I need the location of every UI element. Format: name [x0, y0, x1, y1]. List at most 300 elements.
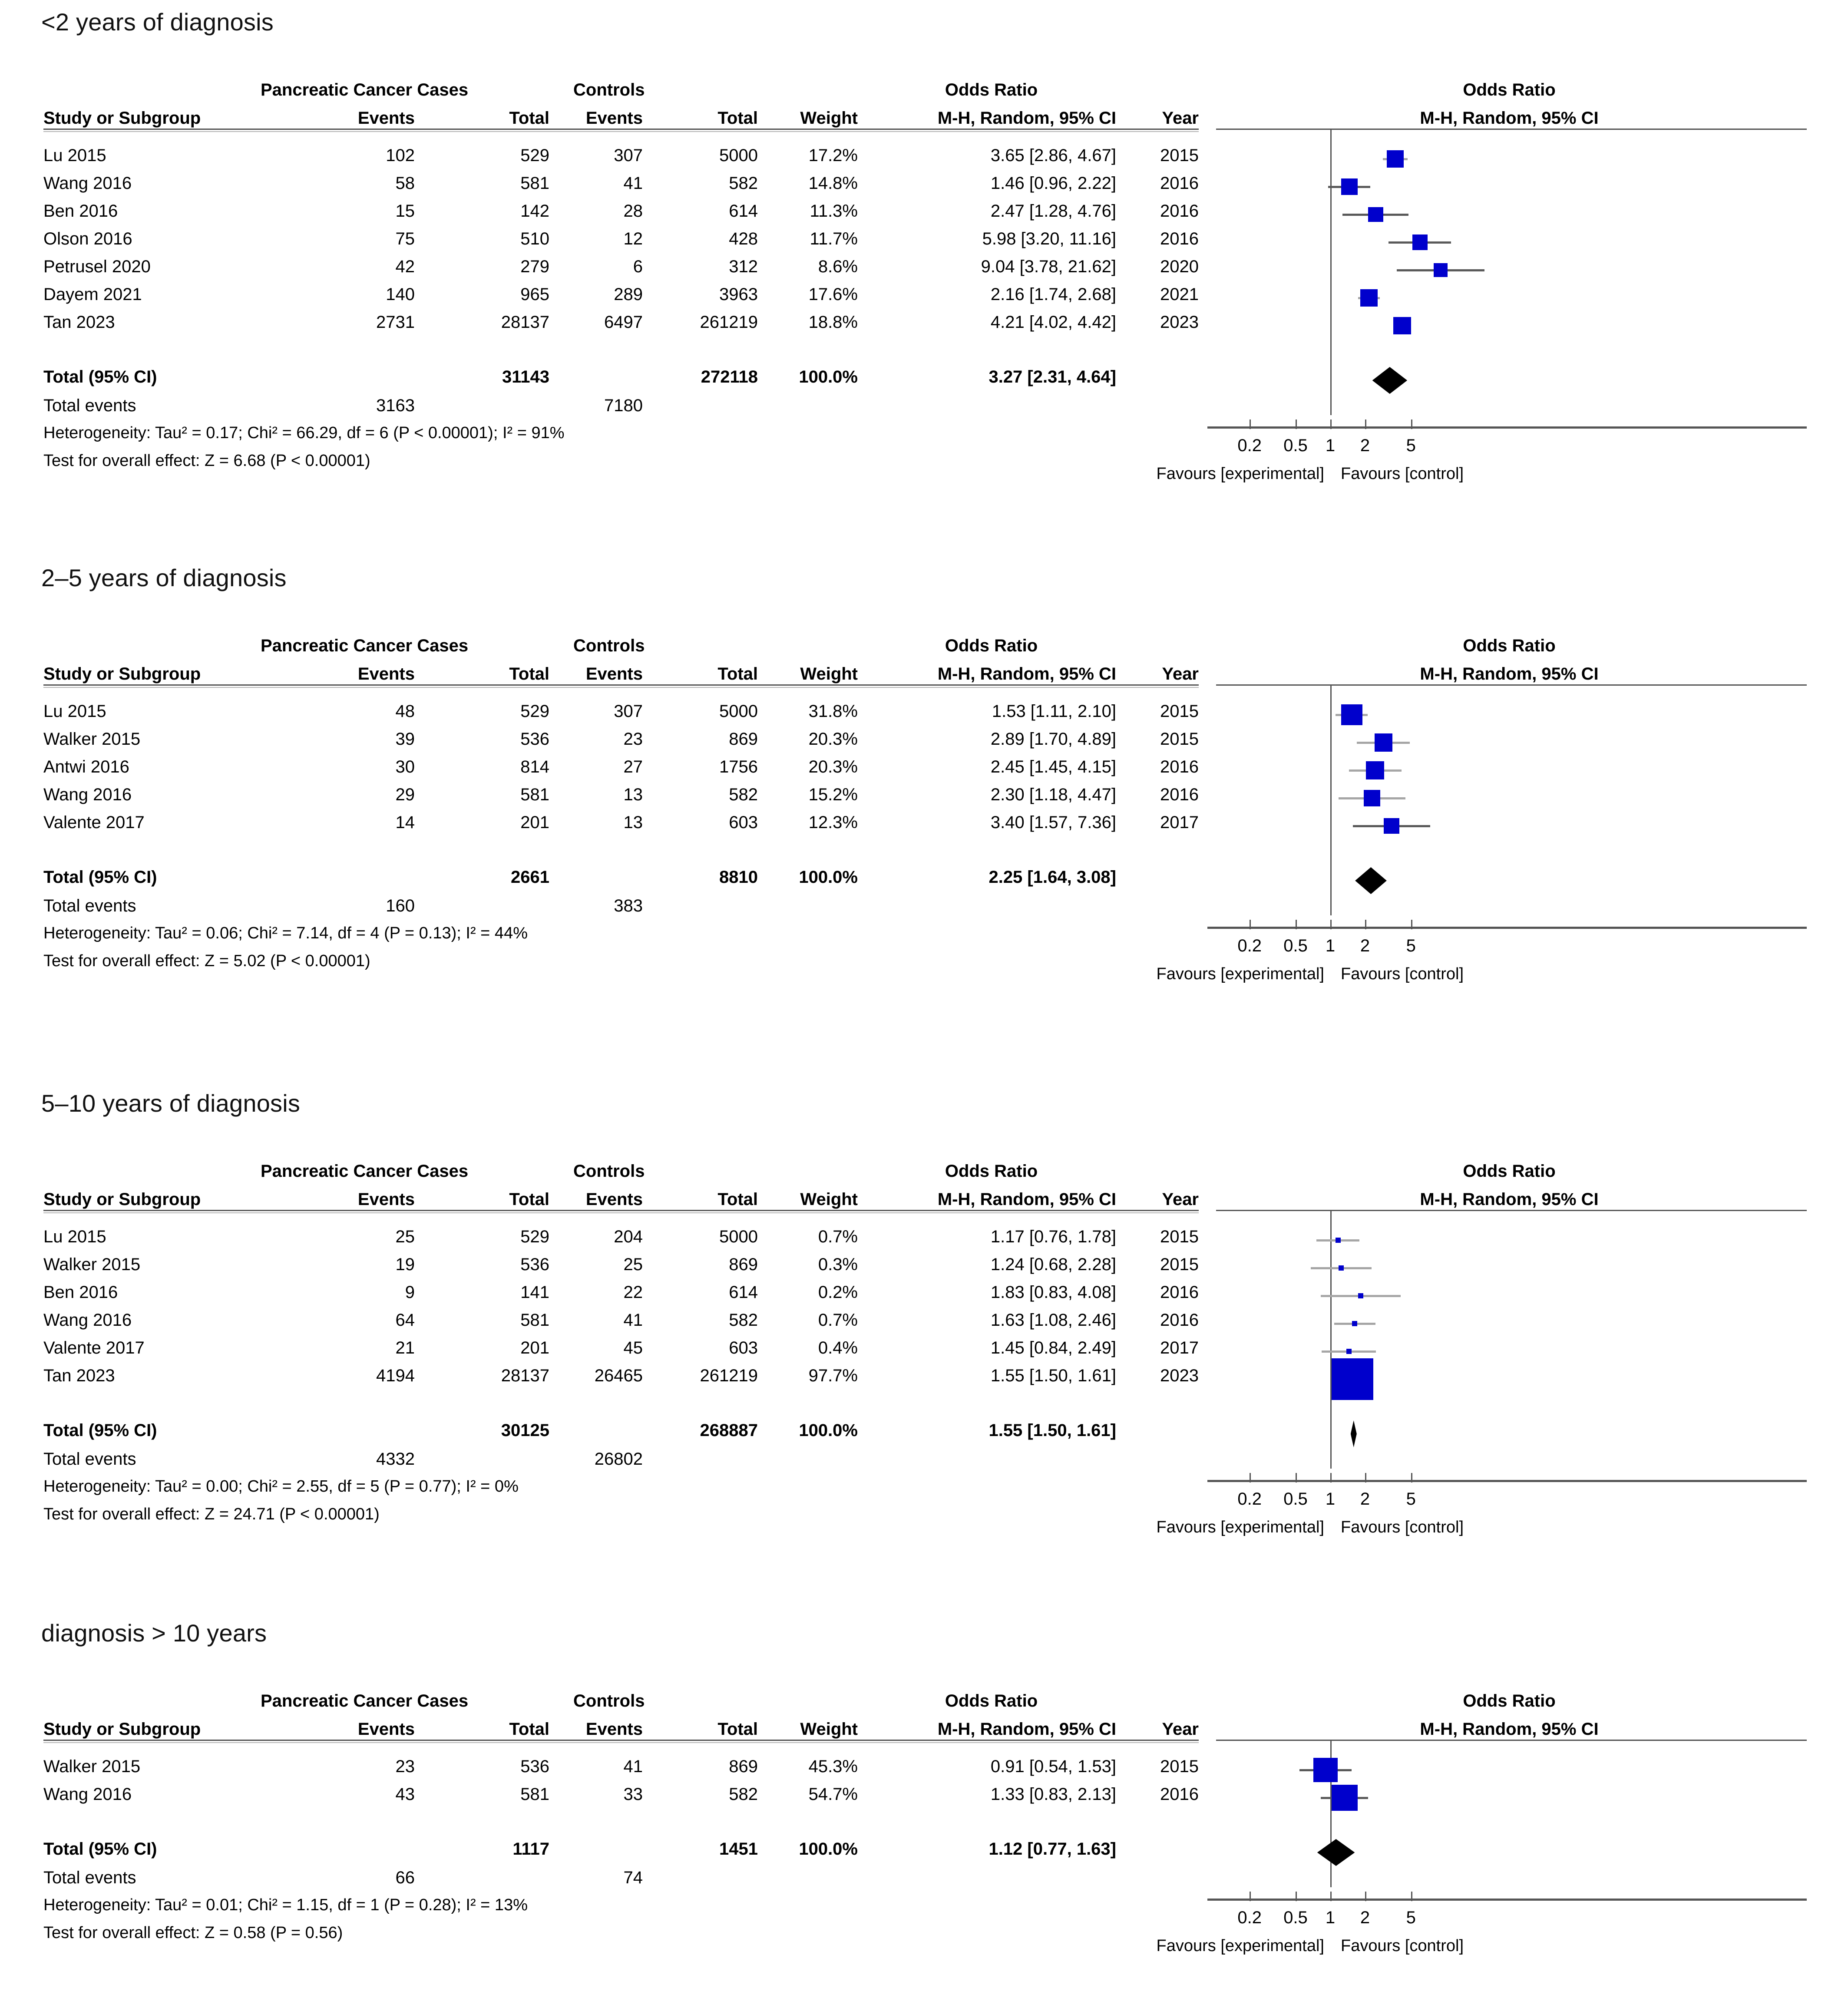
group-header-odds-ratio: Odds Ratio	[945, 636, 1038, 655]
col-header-or-ci: M-H, Random, 95% CI	[937, 1720, 1116, 1739]
cell-or-ci: 0.91 [0.54, 1.53]	[990, 1757, 1116, 1776]
favours-experimental-label: Favours [experimental]	[1156, 1518, 1324, 1536]
table-header-rule	[43, 684, 1199, 686]
cell-case-events: 43	[395, 1785, 415, 1804]
group-header-controls: Controls	[573, 1162, 645, 1181]
cell-weight: 20.3%	[808, 757, 858, 776]
total-weight: 100.0%	[799, 1839, 858, 1859]
summary-effect-diamond	[1372, 367, 1407, 394]
plot-title-odds-ratio: Odds Ratio	[1463, 1162, 1556, 1181]
total-case-total: 30125	[501, 1421, 549, 1440]
group-header-odds-ratio: Odds Ratio	[945, 80, 1038, 99]
cell-study: Walker 2015	[43, 1757, 141, 1776]
axis-tick-label-0.5: 0.5	[1283, 436, 1308, 455]
axis-tick-label-2: 2	[1360, 436, 1370, 455]
cell-control-total: 582	[729, 1785, 758, 1804]
cell-control-events: 27	[623, 757, 643, 776]
favours-control-label: Favours [control]	[1341, 465, 1464, 483]
total-label: Total (95% CI)	[43, 367, 157, 386]
total-events-cases: 4332	[376, 1450, 415, 1469]
cell-year: 2023	[1160, 313, 1199, 332]
total-events-cases: 66	[395, 1868, 415, 1887]
col-header-control-events: Events	[585, 109, 643, 128]
panel-title-lt2y: <2 years of diagnosis	[41, 8, 274, 36]
table-header-rule-shadow	[43, 1742, 1199, 1743]
cell-case-total: 581	[520, 174, 549, 193]
cell-or-ci: 1.17 [0.76, 1.78]	[990, 1227, 1116, 1246]
total-or-ci: 1.55 [1.50, 1.61]	[988, 1421, 1116, 1440]
cell-or-ci: 2.30 [1.18, 4.47]	[990, 785, 1116, 804]
cell-case-events: 14	[395, 813, 415, 832]
cell-weight: 31.8%	[808, 702, 858, 721]
axis-tick-1	[1330, 920, 1332, 929]
cell-case-total: 201	[520, 813, 549, 832]
cell-or-ci: 4.21 [4.02, 4.42]	[990, 313, 1116, 332]
study-effect-marker	[1352, 1321, 1357, 1326]
cell-case-total: 581	[520, 785, 549, 804]
cell-control-total: 5000	[719, 702, 758, 721]
cell-or-ci: 2.45 [1.45, 4.15]	[990, 757, 1116, 776]
plot-top-rule	[1216, 1740, 1807, 1741]
cell-or-ci: 3.65 [2.86, 4.67]	[990, 146, 1116, 165]
cell-year: 2016	[1160, 1785, 1199, 1804]
total-events-cases: 160	[386, 896, 415, 915]
cell-weight: 14.8%	[808, 174, 858, 193]
cell-study: Valente 2017	[43, 813, 145, 832]
study-effect-marker	[1341, 704, 1362, 726]
cell-case-total: 28137	[501, 313, 549, 332]
group-header-controls: Controls	[573, 80, 645, 99]
cell-weight: 17.2%	[808, 146, 858, 165]
col-header-case-total: Total	[509, 109, 549, 128]
cell-case-events: 58	[395, 174, 415, 193]
cell-control-events: 41	[623, 174, 643, 193]
cell-study: Lu 2015	[43, 146, 106, 165]
cell-control-events: 25	[623, 1255, 643, 1274]
cell-study: Walker 2015	[43, 730, 141, 749]
cell-weight: 17.6%	[808, 285, 858, 304]
cell-case-total: 536	[520, 730, 549, 749]
cell-study: Tan 2023	[43, 313, 115, 332]
cell-control-total: 614	[729, 1283, 758, 1302]
cell-year: 2015	[1160, 1255, 1199, 1274]
total-label: Total (95% CI)	[43, 1839, 157, 1859]
axis-tick-0.5	[1296, 1473, 1297, 1483]
axis-tick-5	[1411, 1892, 1412, 1901]
group-header-cases: Pancreatic Cancer Cases	[261, 1691, 469, 1710]
no-effect-line	[1330, 684, 1332, 915]
total-events-controls: 7180	[604, 396, 643, 415]
heterogeneity-statistics: Heterogeneity: Tau² = 0.17; Chi² = 66.29, df = 6 (P < 0.00001); I² = 91%	[43, 424, 565, 442]
study-effect-marker	[1341, 178, 1358, 195]
axis-tick-label-0.2: 0.2	[1237, 1489, 1262, 1509]
cell-study: Olson 2016	[43, 229, 132, 248]
axis-tick-0.2	[1250, 1473, 1251, 1483]
cell-case-total: 965	[520, 285, 549, 304]
cell-study: Ben 2016	[43, 201, 118, 221]
col-header-year: Year	[1162, 1190, 1199, 1209]
cell-year: 2016	[1160, 785, 1199, 804]
cell-weight: 0.3%	[818, 1255, 858, 1274]
plot-title-odds-ratio: Odds Ratio	[1463, 636, 1556, 655]
axis-tick-label-0.5: 0.5	[1283, 936, 1308, 955]
cell-control-total: 603	[729, 1338, 758, 1357]
study-effect-marker	[1360, 289, 1378, 307]
group-header-cases: Pancreatic Cancer Cases	[261, 1162, 469, 1181]
cell-weight: 11.3%	[810, 201, 858, 221]
axis-tick-2	[1365, 1473, 1366, 1483]
cell-case-total: 141	[520, 1283, 549, 1302]
total-events-cases: 3163	[376, 396, 415, 415]
cell-weight: 11.7%	[810, 229, 858, 248]
group-header-cases: Pancreatic Cancer Cases	[261, 636, 469, 655]
plot-top-rule	[1216, 684, 1807, 686]
cell-control-total: 614	[729, 201, 758, 221]
cell-control-events: 33	[623, 1785, 643, 1804]
table-header-rule-shadow	[43, 131, 1199, 132]
study-effect-marker	[1393, 317, 1411, 335]
col-header-case-events: Events	[357, 664, 415, 684]
study-effect-marker	[1387, 150, 1404, 168]
plot-x-axis	[1207, 927, 1807, 929]
study-effect-marker	[1332, 1358, 1373, 1400]
summary-effect-diamond	[1351, 1420, 1357, 1447]
col-header-case-total: Total	[509, 664, 549, 684]
col-header-control-events: Events	[585, 1190, 643, 1209]
overall-effect-test: Test for overall effect: Z = 5.02 (P < 0.00001)	[43, 952, 370, 970]
col-header-case-total: Total	[509, 1190, 549, 1209]
axis-tick-0.2	[1250, 1892, 1251, 1901]
cell-study: Valente 2017	[43, 1338, 145, 1357]
group-header-odds-ratio: Odds Ratio	[945, 1691, 1038, 1710]
axis-tick-label-0.2: 0.2	[1237, 436, 1262, 455]
cell-control-events: 22	[623, 1283, 643, 1302]
cell-weight: 0.4%	[818, 1338, 858, 1357]
axis-tick-label-0.2: 0.2	[1237, 936, 1262, 955]
total-weight: 100.0%	[799, 1421, 858, 1440]
cell-weight: 0.7%	[818, 1227, 858, 1246]
cell-weight: 0.2%	[818, 1283, 858, 1302]
cell-control-events: 204	[614, 1227, 643, 1246]
col-header-or-ci: M-H, Random, 95% CI	[937, 1190, 1116, 1209]
panel-title-5to10y: 5–10 years of diagnosis	[41, 1090, 301, 1117]
study-effect-marker	[1346, 1349, 1352, 1354]
total-control-total: 8810	[719, 868, 758, 887]
study-effect-marker	[1434, 263, 1448, 277]
axis-tick-0.2	[1250, 419, 1251, 429]
axis-tick-label-5: 5	[1406, 436, 1416, 455]
cell-study: Wang 2016	[43, 1785, 132, 1804]
cell-weight: 20.3%	[808, 730, 858, 749]
cell-case-total: 581	[520, 1785, 549, 1804]
col-header-study: Study or Subgroup	[43, 109, 201, 128]
total-control-total: 268887	[700, 1421, 758, 1440]
cell-control-total: 582	[729, 785, 758, 804]
col-header-year: Year	[1162, 664, 1199, 684]
cell-year: 2017	[1160, 813, 1199, 832]
col-header-control-total: Total	[717, 109, 758, 128]
total-or-ci: 3.27 [2.31, 4.64]	[988, 367, 1116, 386]
cell-case-events: 30	[395, 757, 415, 776]
cell-control-events: 12	[623, 229, 643, 248]
cell-control-total: 869	[729, 730, 758, 749]
cell-case-total: 279	[520, 257, 549, 276]
cell-or-ci: 1.45 [0.84, 2.49]	[990, 1338, 1116, 1357]
plot-title-odds-ratio: Odds Ratio	[1463, 80, 1556, 99]
axis-tick-0.2	[1250, 920, 1251, 929]
cell-year: 2016	[1160, 174, 1199, 193]
cell-case-events: 48	[395, 702, 415, 721]
cell-case-total: 201	[520, 1338, 549, 1357]
overall-effect-test: Test for overall effect: Z = 24.71 (P < 0.00001)	[43, 1505, 380, 1523]
cell-control-total: 603	[729, 813, 758, 832]
col-header-control-total: Total	[717, 1190, 758, 1209]
cell-case-events: 140	[386, 285, 415, 304]
total-events-controls: 74	[623, 1868, 643, 1887]
col-header-weight: Weight	[800, 109, 858, 128]
col-header-case-events: Events	[357, 1720, 415, 1739]
cell-case-events: 23	[395, 1757, 415, 1776]
cell-or-ci: 3.40 [1.57, 7.36]	[990, 813, 1116, 832]
axis-tick-1	[1330, 1892, 1332, 1901]
col-header-control-events: Events	[585, 1720, 643, 1739]
axis-tick-label-5: 5	[1406, 936, 1416, 955]
total-case-total: 31143	[502, 367, 549, 386]
cell-control-events: 28	[623, 201, 643, 221]
cell-year: 2016	[1160, 1283, 1199, 1302]
cell-case-events: 2731	[376, 313, 415, 332]
axis-tick-1	[1330, 419, 1332, 429]
cell-year: 2016	[1160, 201, 1199, 221]
axis-tick-label-5: 5	[1406, 1489, 1416, 1509]
cell-study: Wang 2016	[43, 785, 132, 804]
cell-weight: 97.7%	[808, 1366, 858, 1385]
total-label: Total (95% CI)	[43, 868, 157, 887]
cell-control-events: 307	[614, 702, 643, 721]
total-weight: 100.0%	[799, 868, 858, 887]
cell-study: Lu 2015	[43, 702, 106, 721]
study-effect-marker	[1336, 1238, 1341, 1243]
cell-case-total: 814	[520, 757, 549, 776]
cell-study: Walker 2015	[43, 1255, 141, 1274]
cell-study: Antwi 2016	[43, 757, 129, 776]
plot-x-axis	[1207, 1480, 1807, 1482]
axis-tick-0.5	[1296, 419, 1297, 429]
summary-effect-diamond	[1317, 1839, 1355, 1866]
total-events-controls: 383	[614, 896, 643, 915]
axis-tick-label-2: 2	[1360, 1908, 1370, 1927]
cell-case-total: 529	[520, 146, 549, 165]
col-header-study: Study or Subgroup	[43, 664, 201, 684]
group-header-odds-ratio: Odds Ratio	[945, 1162, 1038, 1181]
cell-weight: 12.3%	[808, 813, 858, 832]
cell-study: Petrusel 2020	[43, 257, 151, 276]
cell-year: 2016	[1160, 757, 1199, 776]
heterogeneity-statistics: Heterogeneity: Tau² = 0.00; Chi² = 2.55, df = 5 (P = 0.77); I² = 0%	[43, 1477, 519, 1496]
axis-tick-5	[1411, 920, 1412, 929]
cell-or-ci: 2.16 [1.74, 2.68]	[990, 285, 1116, 304]
cell-case-events: 102	[386, 146, 415, 165]
col-header-weight: Weight	[800, 664, 858, 684]
total-events-controls: 26802	[594, 1450, 643, 1469]
cell-weight: 18.8%	[808, 313, 858, 332]
cell-or-ci: 9.04 [3.78, 21.62]	[981, 257, 1116, 276]
cell-year: 2021	[1160, 285, 1199, 304]
cell-control-events: 6	[633, 257, 643, 276]
cell-case-events: 4194	[376, 1366, 415, 1385]
cell-year: 2020	[1160, 257, 1199, 276]
cell-study: Tan 2023	[43, 1366, 115, 1385]
cell-control-total: 582	[729, 1311, 758, 1330]
favours-experimental-label: Favours [experimental]	[1156, 1937, 1324, 1955]
col-header-study: Study or Subgroup	[43, 1190, 201, 1209]
table-header-rule	[43, 1740, 1199, 1741]
cell-or-ci: 1.55 [1.50, 1.61]	[990, 1366, 1116, 1385]
cell-case-total: 581	[520, 1311, 549, 1330]
cell-or-ci: 1.33 [0.83, 2.13]	[990, 1785, 1116, 1804]
cell-year: 2015	[1160, 730, 1199, 749]
cell-case-total: 536	[520, 1757, 549, 1776]
cell-or-ci: 1.83 [0.83, 4.08]	[990, 1283, 1116, 1302]
cell-or-ci: 1.53 [1.11, 2.10]	[992, 702, 1116, 721]
group-header-controls: Controls	[573, 636, 645, 655]
no-effect-line	[1330, 129, 1332, 415]
cell-study: Dayem 2021	[43, 285, 142, 304]
cell-control-total: 869	[729, 1757, 758, 1776]
cell-control-total: 869	[729, 1255, 758, 1274]
cell-case-events: 75	[395, 229, 415, 248]
cell-case-total: 536	[520, 1255, 549, 1274]
cell-or-ci: 2.89 [1.70, 4.89]	[990, 730, 1116, 749]
cell-weight: 54.7%	[808, 1785, 858, 1804]
cell-case-total: 529	[520, 1227, 549, 1246]
cell-control-total: 5000	[719, 1227, 758, 1246]
study-effect-marker	[1364, 790, 1380, 806]
plot-title-model: M-H, Random, 95% CI	[1420, 109, 1599, 128]
axis-tick-0.5	[1296, 920, 1297, 929]
col-header-case-events: Events	[357, 1190, 415, 1209]
cell-or-ci: 1.24 [0.68, 2.28]	[990, 1255, 1116, 1274]
col-header-case-total: Total	[509, 1720, 549, 1739]
cell-control-events: 41	[623, 1311, 643, 1330]
total-case-total: 1117	[512, 1839, 549, 1859]
study-effect-marker	[1366, 761, 1384, 779]
axis-tick-label-1: 1	[1325, 1908, 1336, 1927]
col-header-weight: Weight	[800, 1190, 858, 1209]
cell-control-events: 41	[623, 1757, 643, 1776]
col-header-case-events: Events	[357, 109, 415, 128]
table-header-rule	[43, 1210, 1199, 1211]
cell-control-total: 3963	[719, 285, 758, 304]
study-effect-marker	[1384, 818, 1399, 834]
axis-tick-label-2: 2	[1360, 1489, 1370, 1509]
cell-control-total: 1756	[719, 757, 758, 776]
cell-case-total: 142	[520, 201, 549, 221]
study-effect-marker	[1375, 733, 1393, 752]
cell-year: 2016	[1160, 229, 1199, 248]
total-or-ci: 2.25 [1.64, 3.08]	[988, 868, 1116, 887]
heterogeneity-statistics: Heterogeneity: Tau² = 0.01; Chi² = 1.15, df = 1 (P = 0.28); I² = 13%	[43, 1896, 528, 1914]
study-effect-marker	[1368, 207, 1383, 222]
favours-experimental-label: Favours [experimental]	[1156, 465, 1324, 483]
cell-control-events: 307	[614, 146, 643, 165]
cell-case-events: 39	[395, 730, 415, 749]
study-effect-marker	[1412, 234, 1428, 250]
cell-year: 2015	[1160, 1227, 1199, 1246]
total-events-label: Total events	[43, 1450, 136, 1469]
cell-control-events: 13	[623, 813, 643, 832]
col-header-control-total: Total	[717, 664, 758, 684]
axis-tick-5	[1411, 1473, 1412, 1483]
table-header-rule	[43, 129, 1199, 130]
cell-control-events: 45	[623, 1338, 643, 1357]
cell-study: Ben 2016	[43, 1283, 118, 1302]
cell-control-events: 26465	[594, 1366, 643, 1385]
study-effect-marker	[1358, 1293, 1363, 1298]
plot-title-model: M-H, Random, 95% CI	[1420, 664, 1599, 684]
col-header-or-ci: M-H, Random, 95% CI	[937, 664, 1116, 684]
cell-case-total: 529	[520, 702, 549, 721]
col-header-or-ci: M-H, Random, 95% CI	[937, 109, 1116, 128]
favours-experimental-label: Favours [experimental]	[1156, 965, 1324, 983]
cell-year: 2017	[1160, 1338, 1199, 1357]
favours-control-label: Favours [control]	[1341, 965, 1464, 983]
cell-weight: 0.7%	[818, 1311, 858, 1330]
total-or-ci: 1.12 [0.77, 1.63]	[988, 1839, 1116, 1859]
cell-or-ci: 5.98 [3.20, 11.16]	[982, 229, 1116, 248]
cell-case-events: 29	[395, 785, 415, 804]
cell-study: Lu 2015	[43, 1227, 106, 1246]
total-events-label: Total events	[43, 1868, 136, 1887]
axis-tick-0.5	[1296, 1892, 1297, 1901]
total-control-total: 1451	[719, 1839, 758, 1859]
plot-top-rule	[1216, 1210, 1807, 1211]
col-header-control-total: Total	[717, 1720, 758, 1739]
cell-control-total: 312	[729, 257, 758, 276]
cell-control-total: 5000	[719, 146, 758, 165]
cell-year: 2015	[1160, 146, 1199, 165]
cell-case-events: 42	[395, 257, 415, 276]
cell-control-events: 6497	[604, 313, 643, 332]
cell-control-total: 261219	[700, 1366, 758, 1385]
cell-control-total: 428	[729, 229, 758, 248]
total-weight: 100.0%	[799, 367, 858, 386]
axis-tick-label-0.5: 0.5	[1283, 1489, 1308, 1509]
cell-control-total: 261219	[700, 313, 758, 332]
study-effect-marker	[1332, 1785, 1358, 1811]
axis-tick-1	[1330, 1473, 1332, 1483]
cell-year: 2015	[1160, 702, 1199, 721]
cell-case-total: 28137	[501, 1366, 549, 1385]
no-effect-line	[1330, 1210, 1332, 1469]
cell-or-ci: 1.63 [1.08, 2.46]	[990, 1311, 1116, 1330]
cell-case-events: 19	[395, 1255, 415, 1274]
col-header-year: Year	[1162, 1720, 1199, 1739]
axis-tick-label-1: 1	[1325, 436, 1336, 455]
overall-effect-test: Test for overall effect: Z = 0.58 (P = 0.56)	[43, 1924, 343, 1942]
cell-or-ci: 1.46 [0.96, 2.22]	[990, 174, 1116, 193]
cell-weight: 45.3%	[808, 1757, 858, 1776]
cell-control-total: 582	[729, 174, 758, 193]
study-effect-marker	[1313, 1758, 1338, 1782]
cell-study: Wang 2016	[43, 1311, 132, 1330]
plot-title-model: M-H, Random, 95% CI	[1420, 1190, 1599, 1209]
group-header-controls: Controls	[573, 1691, 645, 1710]
col-header-study: Study or Subgroup	[43, 1720, 201, 1739]
axis-tick-2	[1365, 920, 1366, 929]
total-events-label: Total events	[43, 896, 136, 915]
cell-control-events: 289	[614, 285, 643, 304]
